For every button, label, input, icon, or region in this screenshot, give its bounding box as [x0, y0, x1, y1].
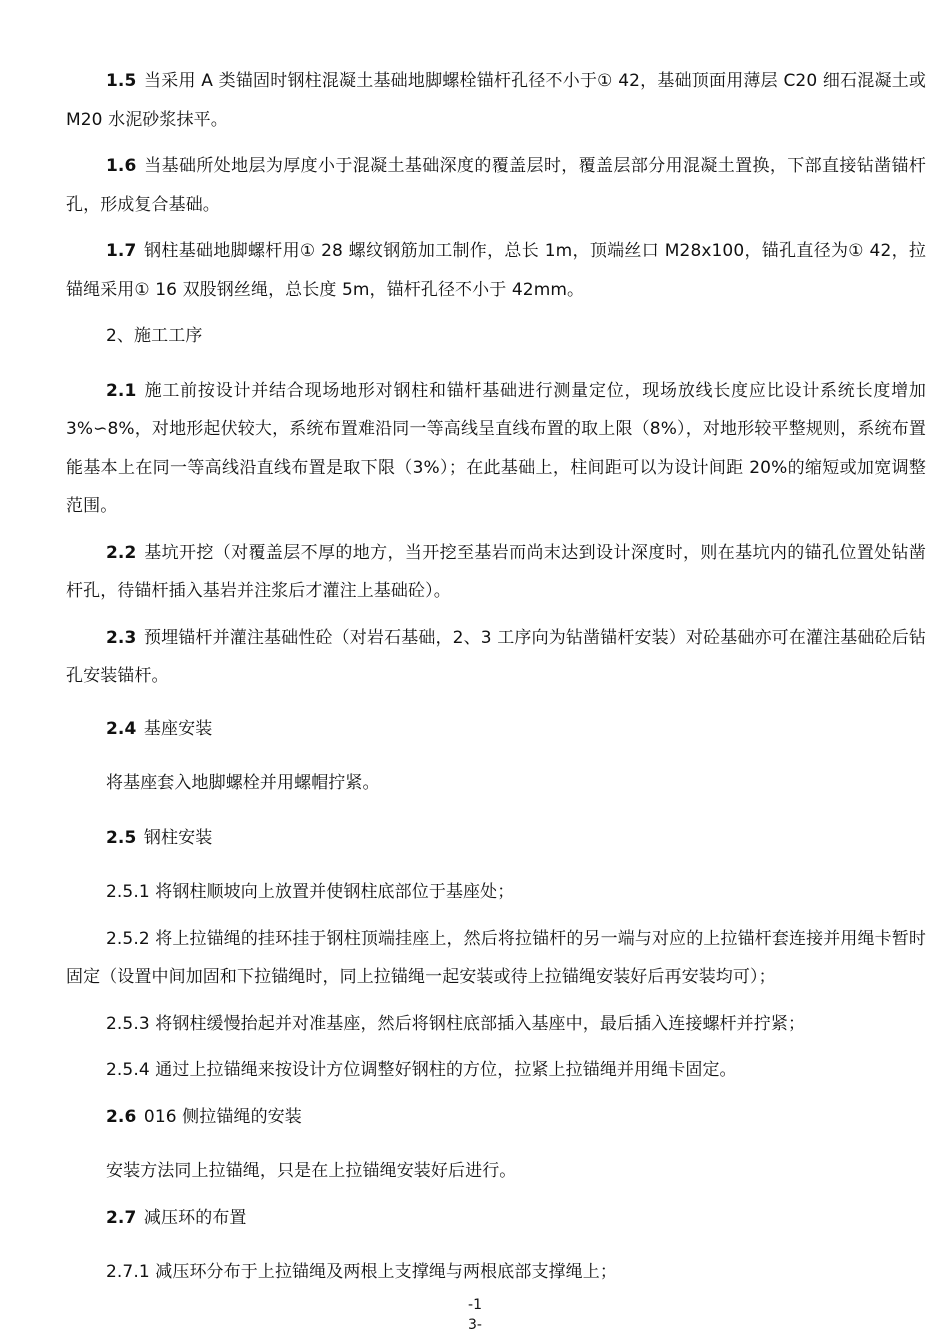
paragraph-text: 2.5.4 通过上拉锚绳来按设计方位调整好钢柱的方位，拉紧上拉锚绳并用绳卡固定。: [106, 1060, 737, 1080]
page-number-line-1: -1: [468, 1297, 482, 1313]
paragraph-text: 016 侧拉锚绳的安装: [138, 1106, 302, 1127]
paragraph-text: 减压环的布置: [138, 1207, 247, 1228]
paragraph-text: 当基础所处地层为厚度小于混凝土基础深度的覆盖层时，覆盖层部分用混凝土置换，下部直接钻凿锚杆孔，形成复合基础。: [66, 156, 926, 215]
paragraph-text: 基座安装: [138, 718, 213, 739]
section-number: 1.5: [106, 71, 137, 91]
paragraph-text: 2.5.2 将上拉锚绳的挂环挂于钢柱顶端挂座上，然后将拉锚杆的另一端与对应的上拉锚杆套连接并用绳卡暂时固定（设置中间加固和下拉锚绳时，同上拉锚绳一起安装或待上拉锚绳安装好后再安装均可）；: [66, 928, 926, 987]
paragraph-1-7: [66, 232, 926, 309]
paragraph-2-4-body: [66, 764, 926, 803]
paragraph-text: 钢柱基础地脚螺杆用① 28 螺纹钢筋加工制作，总长 1m，顶端丝口 M28x100，锚孔直径为① 42，拉锚绳采用① 16 双股钢丝绳，总长度 5m，锚杆孔径不小于 42mm。: [66, 241, 926, 300]
section-number: 1.7: [106, 241, 137, 261]
paragraph-text: 安装方法同上拉锚绳，只是在上拉锚绳安装好后进行。: [106, 1161, 517, 1181]
paragraph-2-6-body: [66, 1152, 926, 1191]
paragraph-2-5-2: [66, 920, 926, 997]
section-number: 2.1: [106, 380, 137, 401]
paragraph-text: 基坑开挖（对覆盖层不厚的地方，当开挖至基岩而尚末达到设计深度时，则在基坑内的锚孔位置处钻凿杆孔，待锚杆插入基岩并注浆后才灌注上基础砼）。: [66, 542, 926, 601]
paragraph-2-6: [66, 1098, 926, 1137]
paragraph-1-5: [66, 62, 926, 139]
document-body: [66, 62, 926, 1300]
paragraph-2-5-3: [66, 1005, 926, 1044]
section-number: 2.2: [106, 542, 137, 563]
paragraph-text: 2.7.1 减压环分布于上拉锚绳及两根上支撑绳与两根底部支撑绳上；: [106, 1262, 617, 1282]
paragraph-text: 将基座套入地脚螺栓并用螺帽拧紧。: [106, 773, 380, 793]
section-number: 2.3: [106, 627, 137, 648]
paragraph-2-5-4: [66, 1051, 926, 1090]
paragraph-1-6: [66, 147, 926, 224]
page-number-line-2: 3-: [468, 1317, 482, 1333]
section-number: 1.6: [106, 156, 137, 176]
paragraph-2-5: [66, 819, 926, 858]
paragraph-text: 预埋锚杆并灌注基础性砼（对岩石基础，2、3 工序向为钻凿锚杆安装）对砼基础亦可在灌注基础砼后钻孔安装锚杆。: [66, 627, 926, 686]
paragraph-text: 2.5.1 将钢柱顺坡向上放置并使钢柱底部位于基座处；: [106, 882, 515, 902]
section-number: 2.5: [106, 827, 137, 848]
section-number: 2.6: [106, 1106, 137, 1127]
paragraph-2-3: [66, 619, 926, 696]
paragraph-2-5-1: [66, 873, 926, 912]
section-number: 2.4: [106, 718, 137, 739]
paragraph-2-4: [66, 710, 926, 749]
paragraph-text: 2.5.3 将钢柱缓慢抬起并对准基座，然后将钢柱底部插入基座中，最后插入连接螺杆并拧紧；: [106, 1013, 806, 1034]
paragraph-2-2: [66, 534, 926, 611]
paragraph-2-7-1: [66, 1253, 926, 1292]
paragraph-text: 钢柱安装: [138, 827, 213, 848]
paragraph-text: 施工前按设计并结合现场地形对钢柱和锚杆基础进行测量定位，现场放线长度应比设计系统长度增加 3%∽8%，对地形起伏较大，系统布置难沿同一等高线呈直线布置的取上限（8%），对地形较平整规则，系统布置能基本上在同一等高线沿直线布置是取下限（3%）；在此基础上，柱间距可以为设计间距 20%的缩短或加宽调整范围。: [66, 380, 926, 516]
section-number: 2.7: [106, 1207, 137, 1228]
paragraph-text: 当采用 A 类锚固时钢柱混凝土基础地脚螺栓锚杆孔径不小于① 42，基础顶面用薄层 C20 细石混凝土或 M20 水泥砂浆抹平。: [66, 71, 926, 130]
section-heading-2: [66, 317, 926, 356]
paragraph-2-7: [66, 1199, 926, 1238]
heading-text: 2、施工工序: [106, 326, 203, 346]
paragraph-2-1: [66, 372, 926, 526]
